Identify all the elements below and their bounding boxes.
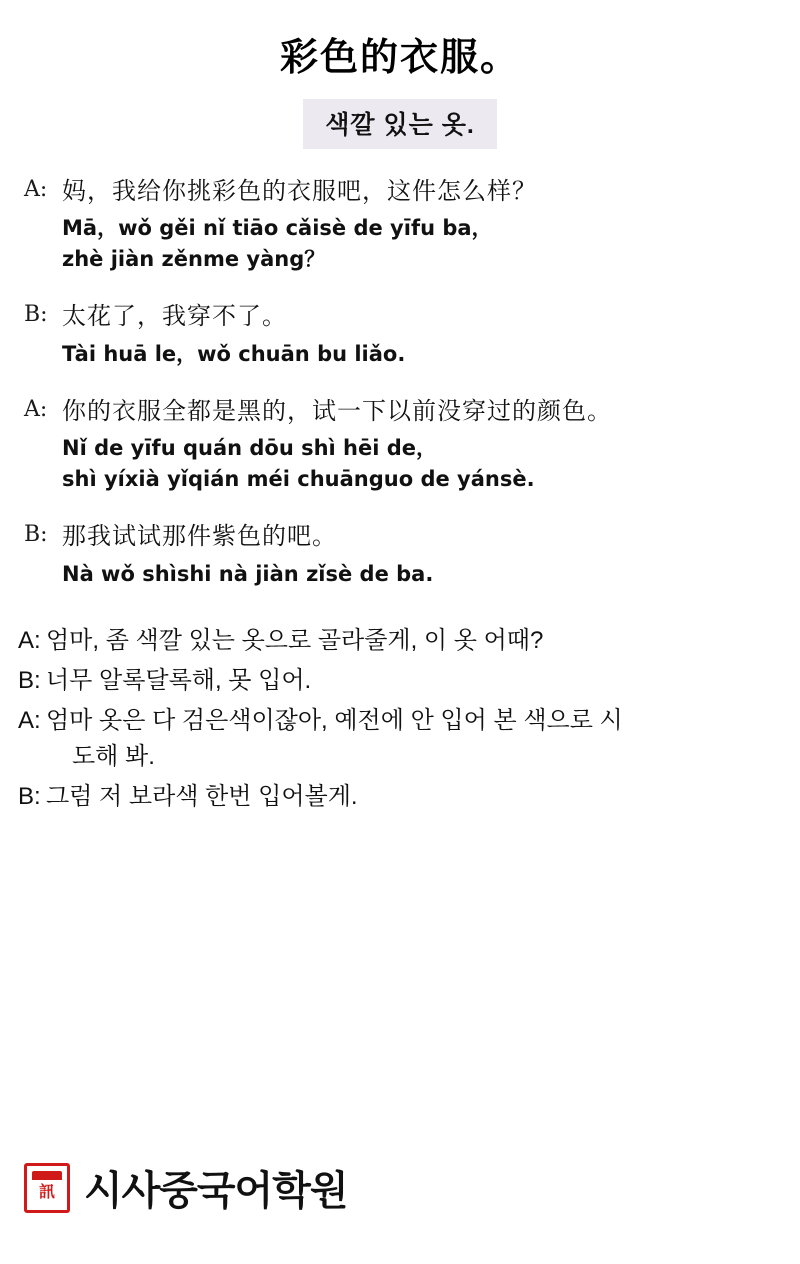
translation-text-line1: 엄마 옷은 다 검은색이잖아, 예전에 안 입어 본 색으로 시	[46, 707, 623, 735]
dialogue-pinyin: Mā，wǒ gěi nǐ tiāo cǎisè de yīfu ba，	[62, 216, 493, 241]
translation-speaker: B:	[18, 667, 41, 695]
logo-cap-shape	[32, 1171, 62, 1180]
dialogue-line	[24, 520, 776, 589]
translation-line	[18, 703, 782, 775]
translation-section	[0, 623, 800, 815]
dialogue-line	[24, 175, 776, 274]
dialogue-chinese: 妈，我给你挑彩色的衣服吧，这件怎么样？	[62, 177, 537, 205]
page-title-chinese: 彩色的衣服。	[279, 34, 520, 79]
footer-branding	[24, 1159, 347, 1216]
translation-speaker: A:	[18, 627, 41, 655]
translation-text-line2: 도해 봐.	[72, 743, 155, 771]
dialogue-pinyin: shì yíxià yǐqián méi chuānguo de yánsè.	[62, 466, 535, 491]
dialogue-pinyin: zhè jiàn zěnme yàng？	[62, 246, 326, 271]
dialogue-chinese: 太花了，我穿不了。	[62, 302, 287, 331]
translation-speaker: A:	[18, 707, 41, 735]
dialogue-body	[62, 520, 776, 589]
dialogue-speaker: B:	[24, 302, 48, 328]
academy-logo-icon	[24, 1163, 70, 1213]
translation-text: 너무 알록달록해, 못 입어.	[46, 667, 312, 695]
translation-line	[18, 623, 782, 659]
dialogue-speaker: A:	[24, 397, 48, 423]
dialogue-body	[62, 300, 776, 369]
translation-text: 그럼 저 보라색 한번 입어볼게.	[46, 783, 358, 811]
dialogue-body	[62, 395, 776, 494]
dialogue-chinese: 你的衣服全都是黑的，试一下以前没穿过的颜色。	[62, 397, 612, 426]
dialogue-pinyin: Nǐ de yīfu quán dōu shì hēi de，	[62, 436, 438, 461]
dialogue-chinese: 那我试试那件紫色的吧。	[62, 522, 337, 551]
dialogue-pinyin: Tài huā le，wǒ chuān bu liǎo.	[62, 341, 406, 366]
dialogue-body	[62, 175, 776, 274]
translation-line	[18, 663, 782, 699]
dialogue-section	[0, 175, 800, 589]
page-title-korean: 색깔 있는 옷.	[303, 99, 497, 149]
dialogue-line	[24, 395, 776, 494]
dialogue-speaker: B:	[24, 522, 48, 548]
brand-name: 시사중국어학원	[84, 1169, 348, 1213]
logo-glyph: 訊	[38, 1181, 55, 1201]
translation-text	[44, 703, 782, 775]
translation-line	[18, 779, 782, 815]
dialogue-line	[24, 300, 776, 369]
dialogue-pinyin: Nà wǒ shìshi nà jiàn zǐsè de ba.	[62, 561, 434, 586]
translation-text: 엄마, 좀 색깔 있는 옷으로 골라줄게, 이 옷 어때?	[46, 627, 544, 655]
translation-speaker: B:	[18, 783, 41, 811]
dialogue-speaker: A:	[24, 177, 48, 202]
page-title-korean-wrap	[0, 99, 800, 149]
